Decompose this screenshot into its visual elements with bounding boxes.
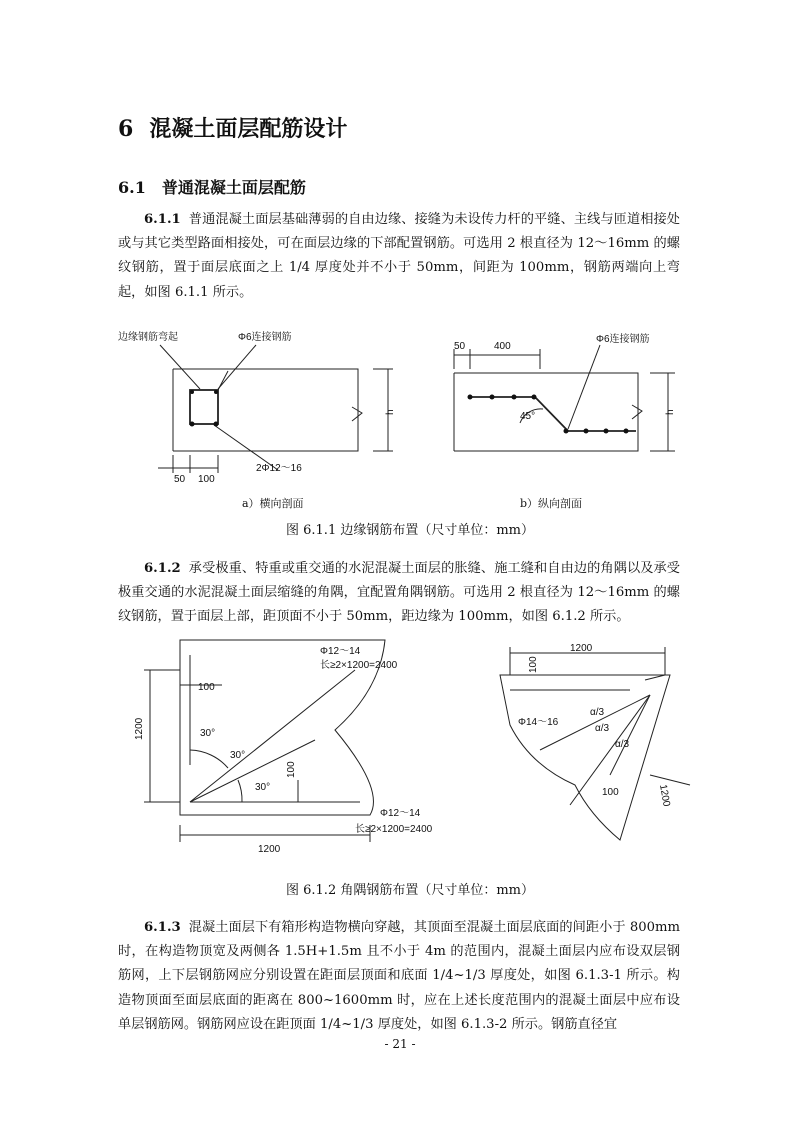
svg-text:α/3: α/3 <box>595 723 610 734</box>
chapter-title: 6 混凝土面层配筋设计 <box>118 116 348 142</box>
svg-text:Φ14～16: Φ14～16 <box>518 717 559 728</box>
figure-6-1-2-right <box>490 635 700 855</box>
svg-text:Φ12～14: Φ12～14 <box>320 646 361 657</box>
subcaption-b: b）纵向剖面 <box>520 497 583 510</box>
svg-text:100: 100 <box>198 474 215 485</box>
svg-text:100: 100 <box>286 761 297 778</box>
svg-text:1200: 1200 <box>657 783 672 808</box>
figure-6-1-2-caption: 图 6.1.2 角隅钢筋布置（尺寸单位：mm） <box>286 883 534 898</box>
subcaption-a: a）横向剖面 <box>242 497 304 510</box>
svg-text:α/3: α/3 <box>590 707 605 718</box>
svg-text:1200: 1200 <box>258 844 281 855</box>
svg-text:100: 100 <box>198 682 215 693</box>
svg-text:50: 50 <box>174 474 186 485</box>
svg-text:Φ6连接钢筋: Φ6连接钢筋 <box>238 332 292 343</box>
svg-text:h: h <box>665 409 676 415</box>
svg-text:400: 400 <box>494 341 511 352</box>
svg-text:1200: 1200 <box>570 643 593 654</box>
svg-text:边缘钢筋弯起: 边缘钢筋弯起 <box>118 332 178 343</box>
figure-6-1-1-caption: 图 6.1.1 边缘钢筋布置（尺寸单位：mm） <box>286 523 534 538</box>
svg-text:Φ12～14: Φ12～14 <box>380 808 421 819</box>
svg-text:长≥2×1200=2400: 长≥2×1200=2400 <box>320 660 398 671</box>
svg-text:30°: 30° <box>230 750 246 761</box>
svg-text:1200: 1200 <box>134 717 145 740</box>
svg-text:2Φ12～16: 2Φ12～16 <box>256 463 302 474</box>
figure-6-1-1-a <box>118 325 418 490</box>
svg-text:α/3: α/3 <box>615 739 630 750</box>
figure-6-1-1-b <box>440 325 700 490</box>
svg-text:30°: 30° <box>255 782 271 793</box>
figure-6-1-2-left <box>130 630 460 860</box>
svg-text:100: 100 <box>602 787 619 798</box>
svg-text:30°: 30° <box>200 728 216 739</box>
clause-6-1-2: 6.1.2 承受极重、特重或重交通的水泥混凝土面层的胀缝、施工缝和自由边的角隅以及承受极重交通的水泥混凝土面层缩缝的角隅，宜配置角隅钢筋。可选用 2 根直径为 12～16mm 的螺纹钢筋，置于面层上部，距顶面不小于 50mm，距边缘为 100mm，如图 6.1.2 所示。 <box>118 561 680 625</box>
page-number: - 21 - <box>384 1037 416 1051</box>
svg-text:h: h <box>385 409 396 415</box>
svg-text:长≥2×1200=2400: 长≥2×1200=2400 <box>355 824 433 835</box>
svg-text:50: 50 <box>454 341 466 352</box>
section-title: 6.1 普通混凝土面层配筋 <box>118 178 306 197</box>
clause-6-1-1: 6.1.1 普通混凝土面层基础薄弱的自由边缘、接缝为未设传力杆的平缝、主线与匝道相接处或与其它类型路面相接处，可在面层边缘的下部配置钢筋。可选用 2 根直径为 12～16mm 的螺纹钢筋，置于面层底面之上 1/4 厚度处并不小于 50mm，间距为 100mm，钢筋两端向上弯起，如图 6.1.1 所示。 <box>118 212 680 300</box>
svg-text:100: 100 <box>528 656 539 673</box>
svg-text:45°: 45° <box>520 411 536 422</box>
svg-text:Φ6连接钢筋: Φ6连接钢筋 <box>596 334 650 345</box>
clause-6-1-3: 6.1.3 混凝土面层下有箱形构造物横向穿越，其顶面至混凝土面层底面的间距小于 800mm 时，在构造物顶宽及两侧各 1.5H+1.5m 且不小于 4m 的范围内，混凝土面层内应布设双层钢筋网，上下层钢筋网应分别设置在距面层顶面和底面 1/4~1/3 厚度处，如图 6.1.3-1 所示。构造物顶面至面层底面的距离在 800~1600mm 时，应在上述长度范围内的混凝土面层中应布设单层钢筋网。钢筋网应设在距顶面 1/4~1/3 厚度处，如图 6.1.3-2 所示。钢筋直径宜 <box>118 920 680 1032</box>
